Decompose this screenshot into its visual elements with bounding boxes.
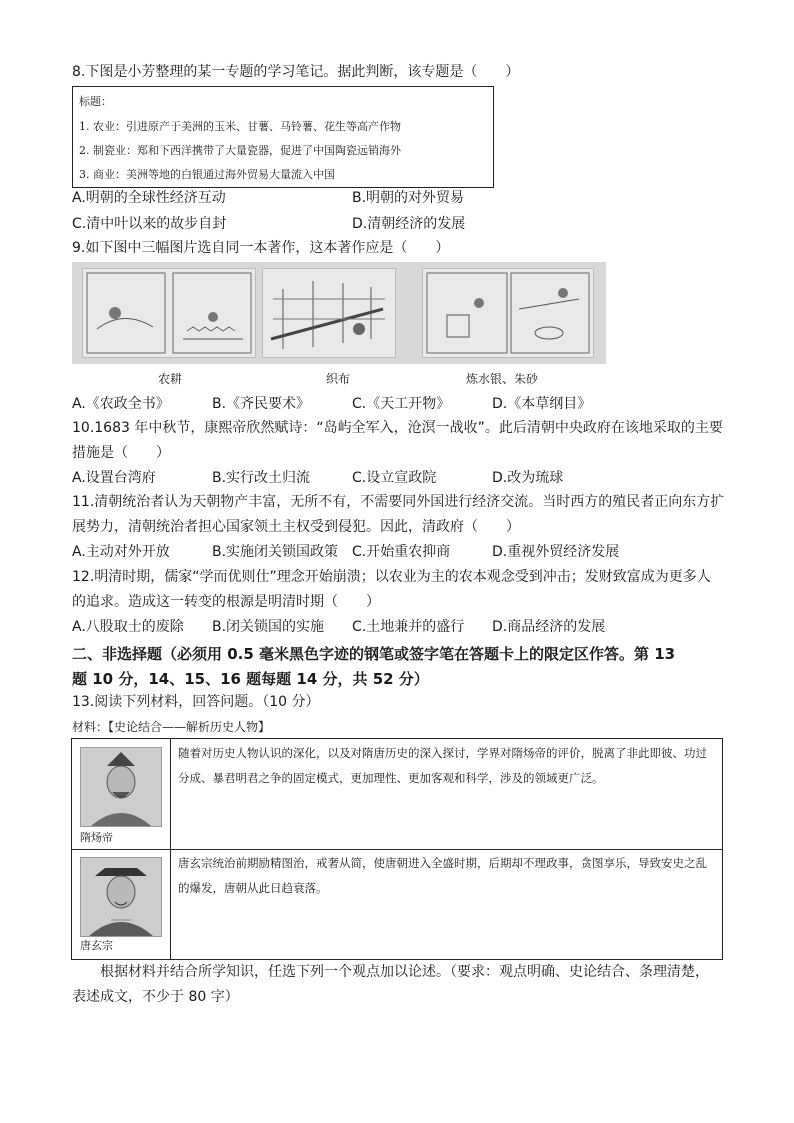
portrait-name-tang-xuanzong: 唐玄宗 (80, 939, 113, 952)
q12-stem-line1: 12.明清时期，儒家“学而优则仕”理念开始崩溃；以农业为主的农本观念受到冲击；发财致富成为更多人 (72, 569, 711, 585)
q8-stem: 8.下图是小芳整理的某一专题的学习笔记。据此判断，该专题是（ ） (72, 64, 520, 80)
q10-option-c[interactable]: C.设立宣政院 (352, 470, 437, 486)
q8-option-a[interactable]: A.明朝的全球性经济互动 (72, 190, 226, 206)
q11-option-b[interactable]: B.实施闭关锁国政策 (212, 544, 339, 560)
section2-heading-line2: 题 10 分，14、15、16 题每题 14 分，共 52 分） (72, 670, 429, 688)
caption-weaving: 织布 (326, 372, 351, 386)
q9-option-b[interactable]: B.《齐民要术》 (212, 396, 311, 412)
q13-instruction-line2: 表述成文，不少于 80 字） (72, 989, 239, 1005)
q9-image-strip (72, 262, 606, 364)
q11-option-c[interactable]: C.开始重农抑商 (352, 544, 451, 560)
q11-option-d[interactable]: D.重视外贸经济发展 (492, 544, 620, 560)
q12-option-d[interactable]: D.商品经济的发展 (492, 619, 606, 635)
q8-box-title: 标题： (79, 95, 112, 108)
text-tang-xuanzong: 唐玄宗统治前期励精图治，戒奢从简，使唐朝进入全盛时期，后期却不理政事，贪图享乐，导致安史之乱的爆发，唐朝从此日趋衰落。 (178, 856, 707, 895)
q12-option-c[interactable]: C.土地兼并的盛行 (352, 619, 465, 635)
caption-farming: 农耕 (158, 372, 183, 386)
q9-stem: 9.如下图中三幅图片选自同一本著作，这本著作应是（ ） (72, 240, 450, 256)
weaving-illustration (262, 268, 396, 358)
q10-option-d[interactable]: D.改为琉球 (492, 470, 564, 486)
q8-box-line1: 1. 农业：引进原产于美洲的玉米、甘薯、马铃薯、花生等高产作物 (79, 120, 401, 133)
portrait-sui-yangdi (80, 747, 162, 827)
portrait-tang-xuanzong (80, 857, 162, 937)
q13-stem: 13.阅读下列材料，回答问题。（10 分） (72, 694, 320, 710)
q11-option-a[interactable]: A.主动对外开放 (72, 544, 170, 560)
text-sui-yangdi: 随着对历史人物认识的深化，以及对隋唐历史的深入探讨，学界对隋炀帝的评价，脱离了非此即彼、功过分成、暴君明君之争的固定模式，更加理性、更加客观和科学，涉及的领域更广泛。 (178, 746, 707, 785)
q9-option-a[interactable]: A.《农政全书》 (72, 396, 170, 412)
q8-option-c[interactable]: C.清中叶以来的故步自封 (72, 216, 227, 232)
q8-option-b[interactable]: B.明朝的对外贸易 (352, 190, 465, 206)
q11-stem-line1: 11.清朝统治者认为天朝物产丰富，无所不有，不需要同外国进行经济交流。当时西方的殖民者正向东方扩 (72, 494, 725, 510)
q10-stem-line2: 措施是（ ） (72, 445, 170, 461)
q10-option-b[interactable]: B.实行改土归流 (212, 470, 311, 486)
farming-illustration (82, 268, 256, 358)
caption-mercury-cinnabar: 炼水银、朱砂 (466, 372, 539, 386)
section2-heading-line1: 二、非选择题（必须用 0.5 毫米黑色字迹的钢笔或签字笔在答题卡上的限定区作答。第 13 (72, 645, 676, 663)
q10-option-a[interactable]: A.设置台湾府 (72, 470, 156, 486)
portrait-name-sui-yangdi: 隋炀帝 (80, 831, 113, 844)
q11-stem-line2: 展势力，清朝统治者担心国家领土主权受到侵犯。因此，清政府（ ） (72, 519, 520, 535)
material-label: 材料：【史论结合——解析历史人物】 (72, 720, 271, 734)
mercury-cinnabar-illustration (422, 268, 594, 358)
q9-option-c[interactable]: C.《天工开物》 (352, 396, 451, 412)
q13-instruction-line1: 根据材料并结合所学知识，任选下列一个观点加以论述。（要求：观点明确、史论结合、条理清楚， (100, 964, 709, 980)
material-table (71, 738, 723, 960)
q12-option-b[interactable]: B.闭关锁国的实施 (212, 619, 325, 635)
q9-option-d[interactable]: D.《本草纲目》 (492, 396, 592, 412)
q10-stem-line1: 10.1683 年中秋节，康熙帝欣然赋诗：“岛屿全军入，沧溟一战收”。此后清朝中央政府在该地采取的主要 (72, 420, 723, 436)
q12-stem-line2: 的追求。造成这一转变的根源是明清时期（ ） (72, 594, 380, 610)
q8-note-box (72, 86, 494, 188)
q8-option-d[interactable]: D.清朝经济的发展 (352, 216, 466, 232)
q8-box-line3: 3. 商业：美洲等地的白银通过海外贸易大量流入中国 (79, 168, 335, 181)
q8-box-line2: 2. 制瓷业：郑和下西洋携带了大量瓷器，促进了中国陶瓷远销海外 (79, 144, 401, 157)
q12-option-a[interactable]: A.八股取士的废除 (72, 619, 184, 635)
